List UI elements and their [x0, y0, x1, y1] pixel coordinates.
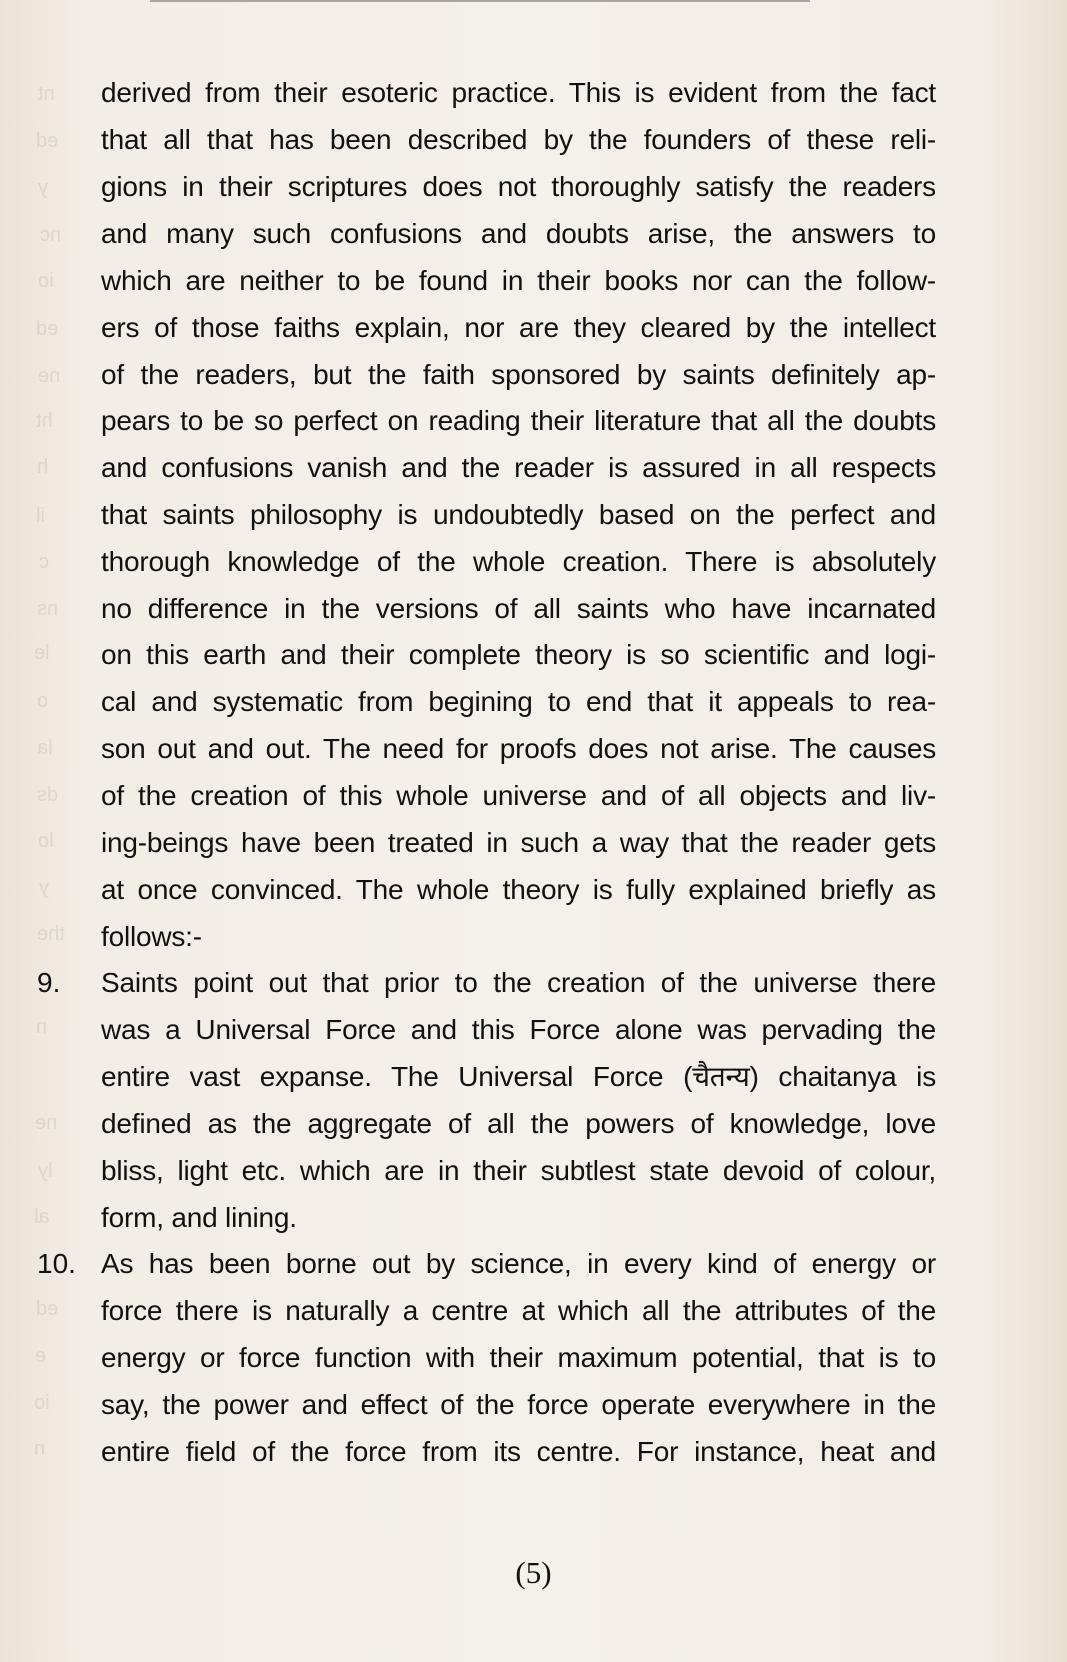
text-line: energy or force function with their maximum potential, that is to: [101, 1342, 936, 1373]
text-line: on this earth and their complete theory is so scientific and logi-: [101, 639, 936, 670]
text-line: derived from their esoteric practice. This is evident from the fact: [101, 77, 936, 108]
text-line: and many such confusions and doubts arise, the answers to: [101, 218, 936, 249]
text-line: entire vast expanse. The Universal Force (चैतन्य) chaitanya is: [101, 1061, 936, 1092]
text-line: gions in their scriptures does not thoroughly satisfy the readers: [101, 171, 936, 202]
text-line: bliss, light etc. which are in their subtlest state devoid of colour,: [101, 1155, 936, 1186]
text-line: defined as the aggregate of all the powers of knowledge, love: [101, 1108, 936, 1139]
text-line: cal and systematic from begining to end that it appeals to rea-: [101, 686, 936, 717]
text-line: say, the power and effect of the force operate everywhere in the: [101, 1389, 936, 1420]
text-line: that saints philosophy is undoubtedly based on the perfect and: [101, 499, 936, 530]
text-line: 10. As has been borne out by science, in every kind of energy or: [37, 1248, 936, 1279]
text-line: 9. Saints point out that prior to the creation of the universe there: [37, 967, 936, 998]
text-line: was a Universal Force and this Force alone was pervading the: [101, 1014, 936, 1045]
text-line: son out and out. The need for proofs does not arise. The causes: [101, 733, 936, 764]
page-number: (5): [515, 1555, 552, 1590]
text-line: which are neither to be found in their books nor can the follow-: [101, 265, 936, 296]
text-line: that all that has been described by the founders of these reli-: [101, 124, 936, 155]
paragraph-number: 9.: [37, 967, 61, 998]
text-line: no difference in the versions of all saints who have incarnated: [101, 593, 936, 624]
text-line: of the readers, but the faith sponsored by saints definitely ap-: [101, 359, 936, 390]
text-line: and confusions vanish and the reader is assured in all respects: [101, 452, 936, 483]
text-line: ing-beings have been treated in such a way that the reader gets: [101, 827, 936, 858]
reverse-side-show-through: nt ed y nc io ed ne ht h il c ns le o la ds lo y the n ne ly al ed e io n: [34, 83, 65, 1460]
text-line: force there is naturally a centre at which all the attributes of the: [101, 1295, 936, 1326]
text-line: of the creation of this whole universe and of all objects and liv-: [101, 780, 936, 811]
text-line: at once convinced. The whole theory is fully explained briefly as: [101, 874, 936, 905]
page-top-edge: [150, 0, 810, 2]
text-line: follows:-: [101, 921, 202, 952]
text-line: entire field of the force from its centre. For instance, heat and: [101, 1436, 936, 1467]
text-line: ers of those faiths explain, nor are they cleared by the intellect: [101, 312, 936, 343]
text-line: thorough knowledge of the whole creation. There is absolutely: [101, 546, 936, 577]
text-line: pears to be so perfect on reading their literature that all the doubts: [101, 405, 936, 436]
paragraph-number: 10.: [37, 1248, 76, 1279]
text-line: form, and lining.: [101, 1202, 297, 1233]
